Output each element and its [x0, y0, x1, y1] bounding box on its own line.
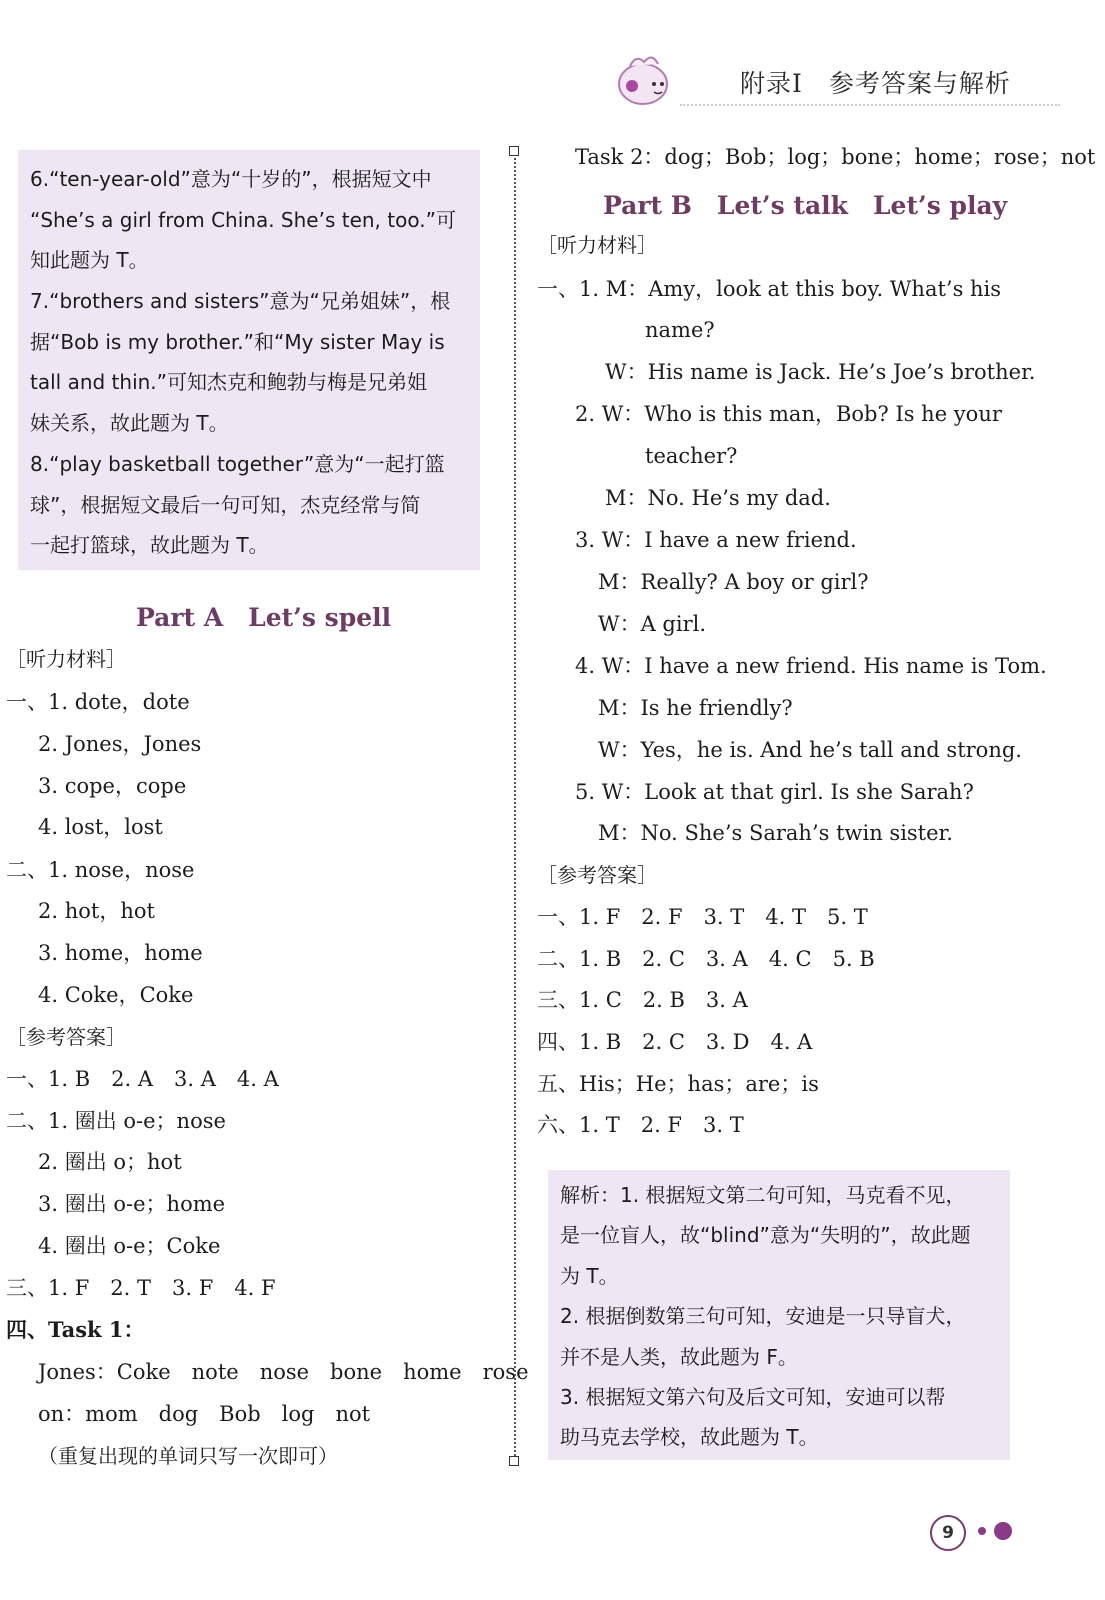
answer-line: 二、1. B 2. C 3. A 4. C 5. B [537, 947, 875, 971]
header-rule [680, 104, 1060, 106]
left-explanation-box [18, 150, 480, 570]
answer-line: 3. home，home [38, 941, 203, 965]
dialogue-line: M：No. He’s my dad. [605, 486, 831, 510]
answer-line: （重复出现的单词只写一次即可） [38, 1444, 338, 1468]
box-line: 2. 根据倒数第三句可知，安迪是一只导盲犬， [560, 1304, 966, 1328]
dialogue-line: name? [645, 318, 715, 342]
box-line: 3. 根据短文第六句及后文可知，安迪可以帮 [560, 1385, 946, 1409]
page-number: 9 [930, 1515, 966, 1551]
answer-line: 二、1. 圈出 o-e；nose [6, 1109, 226, 1133]
dialogue-line: 4. W：I have a new friend. His name is Tom. [575, 654, 1047, 678]
box-line: 据“Bob is my brother.”和“My sister May is [30, 330, 445, 354]
answer-line: 2. hot，hot [38, 899, 155, 923]
section-tag: ［参考答案］ [6, 1025, 126, 1049]
answer-line: 3. 圈出 o-e；home [38, 1192, 226, 1216]
answer-line: 五、His；He；has；are；is [537, 1072, 819, 1096]
answer-line: 一、1. B 2. A 3. A 4. A [6, 1067, 279, 1091]
dialogue-line: 3. W：I have a new friend. [575, 528, 857, 552]
section-tag: ［参考答案］ [537, 863, 657, 887]
answer-line: 三、1. F 2. T 3. F 4. F [6, 1276, 276, 1300]
right-explanation-box [548, 1170, 1010, 1460]
header-title: 附录Ⅰ 参考答案与解析 [740, 69, 1011, 98]
section-tag: ［听力材料］ [537, 233, 657, 257]
answer-line: 2. Jones，Jones [38, 732, 202, 756]
box-line: 为 T。 [560, 1264, 619, 1288]
decor-dot [978, 1527, 986, 1535]
dialogue-line: 2. W：Who is this man，Bob? Is he your [575, 402, 1002, 426]
box-line: 妹关系，故此题为 T。 [30, 411, 229, 435]
dialogue-line: 一、1. M：Amy，look at this boy. What’s his [537, 277, 1002, 301]
answer-line: 3. cope，cope [38, 774, 187, 798]
task2-line: Task 2：dog；Bob；log；bone；home；rose；not [575, 145, 1096, 169]
divider-marker [509, 146, 519, 156]
dialogue-line: W：Yes，he is. And he’s tall and strong. [598, 738, 1022, 762]
box-line: 7.“brothers and sisters”意为“兄弟姐妹”，根 [30, 289, 451, 313]
dialogue-line: W：His name is Jack. He’s Joe’s brother. [605, 360, 1036, 384]
box-line: 球”，根据短文最后一句可知，杰克经常与简 [30, 493, 421, 517]
answer-line: on：mom dog Bob log not [38, 1402, 371, 1426]
box-line: 解析：1. 根据短文第二句可知，马克看不见， [560, 1183, 966, 1207]
answer-line: 四、Task 1： [6, 1317, 145, 1342]
decor-dot [994, 1522, 1012, 1540]
answer-line: 一、1. dote，dote [6, 690, 190, 714]
answer-line: 4. lost，lost [38, 815, 163, 839]
dialogue-line: M：Is he friendly? [598, 696, 793, 720]
dialogue-line: M：Really? A boy or girl? [598, 570, 869, 594]
answer-line: 4. 圈出 o-e；Coke [38, 1234, 221, 1258]
section-title-part-b: Part B Let’s talk Let’s play [603, 191, 1008, 220]
box-line: 8.“play basketball together”意为“一起打篮 [30, 452, 445, 476]
box-line: “She’s a girl from China. She’s ten, too.”可 [30, 208, 456, 232]
answer-line: 2. 圈出 o；hot [38, 1150, 182, 1174]
box-line: tall and thin.”可知杰克和鲍勃与梅是兄弟姐 [30, 370, 428, 394]
answer-line: Jones：Coke note nose bone home rose [38, 1360, 529, 1384]
dialogue-line: M：No. She’s Sarah’s twin sister. [598, 821, 953, 845]
answer-line: 一、1. F 2. F 3. T 4. T 5. T [537, 905, 868, 929]
dialogue-line: teacher? [645, 444, 738, 468]
box-line: 助马克去学校，故此题为 T。 [560, 1425, 819, 1449]
divider-marker [509, 1456, 519, 1466]
box-line: 并不是人类，故此题为 F。 [560, 1345, 798, 1369]
mascot-icon [610, 50, 676, 108]
answer-line: 四、1. B 2. C 3. D 4. A [537, 1030, 813, 1054]
box-line: 知此题为 T。 [30, 248, 149, 272]
box-line: 6.“ten-year-old”意为“十岁的”，根据短文中 [30, 167, 432, 191]
answer-line: 4. Coke，Coke [38, 983, 194, 1007]
page-header [600, 48, 1070, 118]
section-tag: ［听力材料］ [6, 647, 126, 671]
answer-line: 二、1. nose，nose [6, 858, 195, 882]
answer-line: 六、1. T 2. F 3. T [537, 1113, 744, 1137]
section-title-part-a: Part A Let’s spell [136, 603, 392, 632]
dialogue-line: 5. W：Look at that girl. Is she Sarah? [575, 780, 974, 804]
box-line: 一起打篮球，故此题为 T。 [30, 533, 269, 557]
box-line: 是一位盲人，故“blind”意为“失明的”，故此题 [560, 1223, 971, 1247]
column-divider [514, 150, 516, 1460]
answer-line: 三、1. C 2. B 3. A [537, 988, 748, 1012]
dialogue-line: W：A girl. [598, 612, 707, 636]
